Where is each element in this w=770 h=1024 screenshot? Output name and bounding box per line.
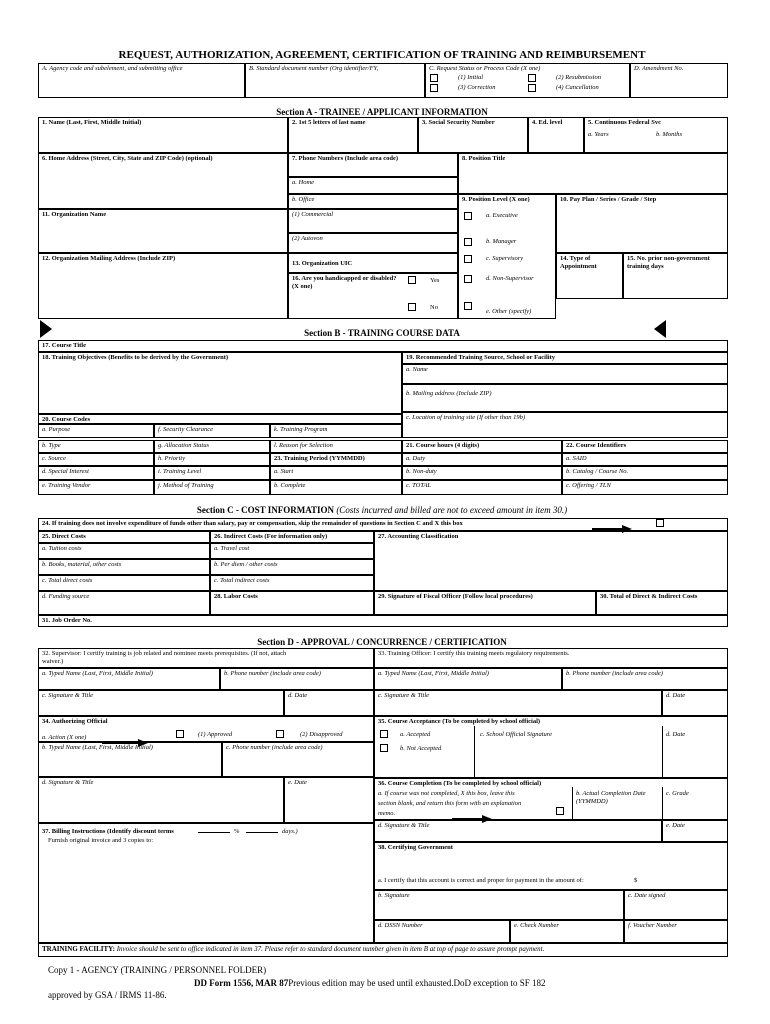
field-3-ssn[interactable] — [418, 117, 528, 153]
field-7a-home[interactable] — [288, 177, 458, 194]
label-38b: b. Signature — [378, 892, 410, 899]
label-16: 16. Are you handicapped or disabled? (X one) — [292, 275, 397, 290]
field-25d-funding[interactable] — [38, 591, 210, 615]
label-9: 9. Position Level (X one) — [462, 196, 530, 203]
label-15: 15. No. prior non-government training days — [627, 255, 710, 270]
field-32-supervisor — [38, 648, 374, 668]
checkbox-34-approved[interactable] — [176, 730, 184, 738]
label-34-approved: (1) Approved — [198, 731, 233, 738]
field-17-course-title[interactable] — [38, 340, 728, 352]
label-36b: b. Actual Completion Date (YYMMDD) — [576, 790, 646, 805]
copy-label: Copy 1 - AGENCY (TRAINING / PERSONNEL FOLDER) — [48, 965, 267, 975]
checkbox-c1[interactable] — [430, 74, 438, 82]
label-code-l: l. Reason for Selection — [274, 442, 333, 449]
field-15-prior-days[interactable] — [623, 253, 728, 299]
field-38e-check[interactable] — [510, 920, 624, 943]
field-7d-autovon[interactable] — [288, 233, 458, 253]
label-30: 30. Total of Direct & Indirect Costs — [600, 593, 698, 600]
label-3: 3. Social Security Number — [422, 119, 495, 126]
field-38c-date-signed[interactable] — [624, 890, 728, 920]
label-8: 8. Position Title — [462, 155, 506, 162]
label-38f: f. Voucher Number — [628, 922, 677, 929]
checkbox-9b[interactable] — [464, 238, 472, 246]
days-line — [246, 832, 278, 833]
label-code-b: b. Type — [42, 442, 61, 449]
label-code-a: a. Purpose — [42, 426, 71, 433]
field-13-uic[interactable] — [288, 253, 458, 273]
label-26c: c. Total indirect costs — [214, 577, 270, 584]
label-code-e: e. Training Vendor — [42, 482, 91, 489]
label-26a: a. Travel cost — [214, 545, 250, 552]
label-24: 24. If training does not involve expenditure of funds other than salary, pay or compensation, skip the remainder of questions in Section C and X this box — [42, 520, 463, 527]
label-7c: (1) Commercial — [292, 211, 334, 218]
field-25a-tuition[interactable] — [38, 543, 210, 559]
field-10-pay-plan[interactable] — [556, 194, 728, 253]
label-33b: b. Phone number (include area code) — [566, 670, 663, 677]
gsa-approval: approved by GSA / IRMS 11-86. — [48, 990, 167, 1000]
label-d: D. Amendment No. — [634, 65, 684, 72]
field-22c-offering[interactable] — [562, 480, 728, 495]
field-21c-total[interactable] — [402, 480, 562, 495]
label-22c: c. Offering / TLN — [566, 482, 611, 489]
label-5: 5. Continuous Federal Svc — [588, 119, 661, 126]
label-5b: b. Months — [656, 131, 682, 138]
label-13: 13. Organization UIC — [292, 260, 353, 267]
label-5a: a. Years — [588, 131, 609, 138]
field-30-total-costs[interactable] — [596, 591, 728, 615]
field-26a-travel[interactable] — [210, 543, 374, 559]
field-26b-per-diem[interactable] — [210, 559, 374, 575]
label-29: 29. Signature of Fiscal Officer (Follow local procedures) — [378, 593, 533, 600]
checkbox-36a[interactable] — [556, 807, 564, 815]
label-code-f: f. Security Clearance — [158, 426, 214, 433]
label-35b: b. Not Accepted — [400, 745, 442, 752]
field-34e-date[interactable] — [284, 777, 374, 823]
section-b-title: Section B - TRAINING COURSE DATA — [304, 328, 460, 338]
label-34e: e. Date — [288, 779, 307, 786]
field-18-objectives[interactable] — [38, 352, 402, 414]
label-34-disapproved: (2) Disapproved — [300, 731, 343, 738]
field-28-labor-costs[interactable] — [210, 591, 374, 615]
label-34-action: a. Action (X one) — [42, 734, 87, 741]
label-21b: b. Non-duty — [406, 468, 437, 475]
label-20: 20. Course Codes — [42, 416, 91, 423]
label-32b: b. Phone number (include area code) — [224, 670, 321, 677]
label-36: 36. Course Completion (To be completed by school official) — [378, 780, 542, 787]
field-36d-signature[interactable] — [374, 820, 662, 842]
label-9e: e. Other (specify) — [486, 308, 532, 315]
field-33b-phone[interactable] — [562, 668, 728, 690]
label-25: 25. Direct Costs — [42, 533, 86, 540]
label-19b: b. Mailing address (Include ZIP) — [406, 390, 492, 397]
label-32d: d. Date — [288, 692, 308, 699]
checkbox-9c[interactable] — [464, 255, 472, 263]
section-a-title: Section A - TRAINEE / APPLICANT INFORMATION — [276, 107, 488, 117]
label-27: 27. Accounting Classification — [378, 533, 459, 540]
label-9b: b. Manager — [486, 238, 517, 245]
label-7: 7. Phone Numbers (Include area code) — [292, 155, 399, 162]
section-c-title-row — [36, 505, 728, 516]
label-25c: c. Total direct costs — [42, 577, 93, 584]
label-7d: (2) Autovon — [292, 235, 323, 242]
checkbox-34-disapproved[interactable] — [276, 730, 284, 738]
discount-line — [198, 832, 230, 833]
facility-label: TRAINING FACILITY: — [42, 945, 115, 953]
field-20-course-codes — [38, 414, 402, 424]
code-i-level[interactable] — [154, 466, 270, 480]
label-37-text: 37. Billing Instructions (Identify discount terms — [42, 828, 174, 835]
code-l-reason[interactable] — [270, 440, 402, 453]
label-34: 34. Authorizing Official — [42, 718, 108, 725]
label-37-days: days.) — [282, 828, 298, 835]
label-38: 38. Certifying Government — [378, 844, 453, 851]
label-7a: a. Home — [292, 179, 315, 186]
label-21: 21. Course hours (4 digits) — [406, 442, 480, 449]
label-1: 1. Name (Last, First, Middle Initial) — [42, 119, 142, 126]
field-7-phone — [288, 153, 458, 177]
field-11-org-name[interactable] — [38, 209, 288, 253]
checkbox-9d[interactable] — [464, 275, 472, 283]
label-36e: e. Date — [666, 822, 685, 829]
field-34b-typed-name[interactable] — [38, 742, 222, 777]
label-2: 2. 1st 5 letters of last name — [292, 119, 366, 126]
label-yes: Yes — [430, 277, 440, 284]
label-code-h: h. Priority — [158, 455, 186, 462]
label-33a: a. Typed Name (Last, First, Middle Initial) — [378, 670, 489, 677]
label-10: 10. Pay Plan / Series / Grade / Step — [560, 196, 657, 203]
checkbox-c2[interactable] — [528, 74, 536, 82]
field-7b-office[interactable] — [288, 194, 458, 209]
arrow-right-icon — [452, 810, 492, 818]
checkbox-16-yes[interactable] — [408, 276, 416, 284]
field-8-position-title[interactable] — [458, 153, 728, 194]
field-4-ed-level[interactable] — [528, 117, 584, 153]
field-d-amendment[interactable] — [630, 63, 728, 98]
label-34b: b. Typed Name (Last, First, Middle Initial) — [42, 744, 153, 751]
label-code-i: i. Training Level — [158, 468, 202, 475]
label-32a: a. Typed Name (Last, First, Middle Initial) — [42, 670, 153, 677]
field-27-accounting[interactable] — [374, 531, 728, 591]
label-12: 12. Organization Mailing Address (Include ZIP) — [42, 255, 176, 262]
field-22-identifiers — [562, 440, 728, 453]
previous-edition-note: Previous edition may be used until exhausted.DoD exception to SF 182 — [288, 978, 546, 988]
label-22: 22. Course Identifiers — [566, 442, 627, 449]
label-32: 32. Supervisor: I certify training is job related and nominee meets prerequisites. (If not, attach waiver.) — [42, 650, 287, 665]
label-25b: b. Books, material, other costs — [42, 561, 122, 568]
label-38-dollar: $ — [634, 877, 638, 884]
field-34d-signature[interactable] — [38, 777, 284, 823]
label-7b: b. Office — [292, 196, 315, 203]
label-18: 18. Training Objectives (Benefits to be derived by the Government) — [42, 354, 229, 361]
label-36d: d. Signature & Title — [378, 822, 430, 829]
field-1-name[interactable] — [38, 117, 288, 153]
checkbox-35-accepted[interactable] — [380, 730, 388, 738]
field-32c-signature[interactable] — [38, 690, 284, 716]
label-36a: a. If course was not completed, X this box, leave this section blank, and return this form with an explanation memo. — [378, 790, 522, 817]
code-f-clearance[interactable] — [154, 424, 270, 438]
label-23: 23. Training Period (YYMMDD) — [274, 455, 365, 462]
label-37 — [42, 828, 174, 836]
field-12-mailing-address[interactable] — [38, 253, 288, 319]
label-31: 31. Job Order No. — [42, 617, 92, 624]
field-22a-said[interactable] — [562, 453, 728, 466]
label-22b: b. Catalog / Course No. — [566, 468, 629, 475]
label-33: 33. Training Officer: I certify this training meets regulatory requirements. — [378, 650, 570, 657]
label-b: B. Standard document number (Org identifier/FY, — [249, 65, 379, 72]
field-b-document-number[interactable] — [245, 63, 425, 98]
field-19a-name[interactable] — [402, 364, 728, 384]
label-c1: (1) Initial — [458, 74, 484, 81]
label-4: 4. Ed. level — [532, 119, 563, 126]
code-g-allocation[interactable] — [154, 440, 270, 453]
label-33d: d. Date — [666, 692, 686, 699]
checkbox-16-no[interactable] — [408, 303, 416, 311]
label-code-c: c. Source — [42, 455, 66, 462]
divider — [572, 787, 573, 820]
label-c3: (3) Correction — [458, 84, 496, 91]
label-no: No — [430, 304, 438, 311]
label-34c: c. Phone number (include area code) — [226, 744, 323, 751]
field-21b-nonduty[interactable] — [402, 466, 562, 480]
divider — [662, 787, 663, 820]
field-26-indirect-costs — [210, 531, 374, 543]
label-35: 35. Course Acceptance (To be completed by school official) — [378, 718, 541, 725]
field-32b-phone[interactable] — [220, 668, 374, 690]
form-title: REQUEST, AUTHORIZATION, AGREEMENT, CERTIFICATION OF TRAINING AND REIMBURSEMENT — [118, 49, 646, 61]
label-19c: c. Location of training site (If other than 19b) — [406, 414, 525, 421]
label-a: A. Agency code and subelement, and submitting office — [42, 65, 183, 72]
field-29-fiscal-signature[interactable] — [374, 591, 596, 615]
field-31-job-order[interactable] — [38, 615, 728, 627]
label-22a: a. SAID — [566, 455, 587, 462]
checkbox-c4[interactable] — [528, 84, 536, 92]
form-number: DD Form 1556, MAR 87 — [194, 978, 289, 988]
label-6: 6. Home Address (Street, City, State and ZIP Code) (optional) — [42, 155, 213, 162]
label-33c: c. Signature & Title — [378, 692, 430, 699]
checkbox-9e[interactable] — [464, 302, 472, 310]
label-38a: a. I certify that this account is correct and proper for payment in the amount of: — [378, 877, 584, 884]
field-19-training-source — [402, 352, 728, 364]
code-c-source[interactable] — [38, 453, 154, 466]
label-35c: c. School Official Signature — [480, 731, 552, 738]
checkbox-9a[interactable] — [464, 212, 472, 220]
divider — [474, 726, 475, 778]
label-code-d: d. Special Interest — [42, 468, 89, 475]
label-26: 26. Indirect Costs (For information only) — [214, 533, 328, 540]
label-9d: d. Non-Supervisor — [486, 275, 534, 282]
label-c2: (2) Resubmission — [556, 74, 601, 81]
field-38f-voucher[interactable] — [624, 920, 728, 943]
form-id-line — [194, 978, 545, 989]
section-c-subtitle: (Costs incurred and billed are not to exceed amount in item 30.) — [336, 505, 568, 515]
label-38d: d. DSSN Number — [378, 922, 423, 929]
label-38c: c. Date signed — [628, 892, 666, 899]
label-23b: b. Complete — [274, 482, 306, 489]
field-32a-typed-name[interactable] — [38, 668, 220, 690]
label-19a: a. Name — [406, 366, 428, 373]
field-19b-mailing[interactable] — [402, 384, 728, 412]
field-7c-commercial[interactable] — [288, 209, 458, 233]
label-36c: c. Grade — [666, 790, 689, 797]
label-17: 17. Course Title — [42, 342, 86, 349]
field-33-training-officer — [374, 648, 728, 668]
field-25-direct-costs — [38, 531, 210, 543]
code-e-vendor[interactable] — [38, 480, 154, 495]
facility-text: Invoice should be sent to office indicated in item 37. Please refer to standard document number given in item B at top of page to assure prompt payment. — [116, 945, 545, 953]
field-2-last-name-letters[interactable] — [288, 117, 418, 153]
label-code-j: j. Method of Training — [158, 482, 214, 489]
label-11: 11. Organization Name — [42, 211, 107, 218]
code-h-priority[interactable] — [154, 453, 270, 466]
label-34d: d. Signature & Title — [42, 779, 94, 786]
code-b-type[interactable] — [38, 440, 154, 453]
checkbox-35-not-accepted[interactable] — [380, 744, 388, 752]
field-38b-signature[interactable] — [374, 890, 624, 920]
label-35a: a. Accepted — [400, 731, 431, 738]
label-37-pct: % — [234, 828, 240, 835]
field-32d-date[interactable] — [284, 690, 374, 716]
label-38e: e. Check Number — [514, 922, 559, 929]
field-38d-dssn[interactable] — [374, 920, 510, 943]
field-19c-location[interactable] — [402, 412, 728, 438]
field-23a-start[interactable] — [270, 466, 402, 480]
arrow-right-icon — [592, 520, 632, 528]
checkbox-24[interactable] — [656, 519, 664, 527]
label-25d: d. Funding source — [42, 593, 90, 600]
field-33d-date[interactable] — [662, 690, 728, 716]
field-25c-total-direct[interactable] — [38, 575, 210, 591]
field-23b-complete[interactable] — [270, 480, 402, 495]
label-25a: a. Tuition costs — [42, 545, 82, 552]
training-facility-note — [38, 943, 728, 957]
field-33c-signature[interactable] — [374, 690, 662, 716]
checkbox-c3[interactable] — [430, 84, 438, 92]
label-28: 28. Labor Costs — [214, 593, 258, 600]
label-32c: c. Signature & Title — [42, 692, 94, 699]
field-14-appointment[interactable] — [556, 253, 623, 299]
label-21c: c. TOTAL — [406, 482, 432, 489]
label-14: 14. Type of Appointment — [560, 255, 597, 270]
label-19: 19. Recommended Training Source, School or Facility — [406, 354, 556, 361]
field-34c-phone[interactable] — [222, 742, 374, 777]
label-c: C. Request Status or Process Code (X one) — [429, 65, 541, 72]
field-a-agency-code[interactable] — [38, 63, 245, 98]
field-23-training-period — [270, 453, 402, 466]
label-26b: b. Per diem / other costs — [214, 561, 278, 568]
label-9c: c. Supervisory — [486, 255, 524, 262]
field-36e-date[interactable] — [662, 820, 728, 842]
label-23a: a. Start — [274, 468, 294, 475]
field-6-home-address[interactable] — [38, 153, 288, 209]
label-37b: Furnish original invoice and 3 copies to: — [48, 837, 154, 844]
code-a-purpose[interactable] — [38, 424, 154, 438]
label-code-g: g. Allocation Status — [158, 442, 209, 449]
label-c4: (4) Cancellation — [556, 84, 599, 91]
code-k-program[interactable] — [270, 424, 402, 438]
divider — [662, 726, 663, 778]
field-26c-total-indirect[interactable] — [210, 575, 374, 591]
field-21-course-hours — [402, 440, 562, 453]
code-j-method[interactable] — [154, 480, 270, 495]
field-25b-books[interactable] — [38, 559, 210, 575]
label-9a: a. Executive — [486, 212, 518, 219]
section-c-title: Section C - COST INFORMATION — [196, 505, 335, 515]
code-d-special[interactable] — [38, 466, 154, 480]
label-code-k: k. Training Program — [274, 426, 328, 433]
field-33a-typed-name[interactable] — [374, 668, 562, 690]
field-22b-catalog[interactable] — [562, 466, 728, 480]
label-21a: a. Duty — [406, 455, 426, 462]
label-35d: d. Date — [666, 731, 686, 738]
section-d-title: Section D - APPROVAL / CONCURRENCE / CERTIFICATION — [257, 637, 507, 647]
arrow-right-icon — [102, 734, 148, 742]
field-21a-duty[interactable] — [402, 453, 562, 466]
